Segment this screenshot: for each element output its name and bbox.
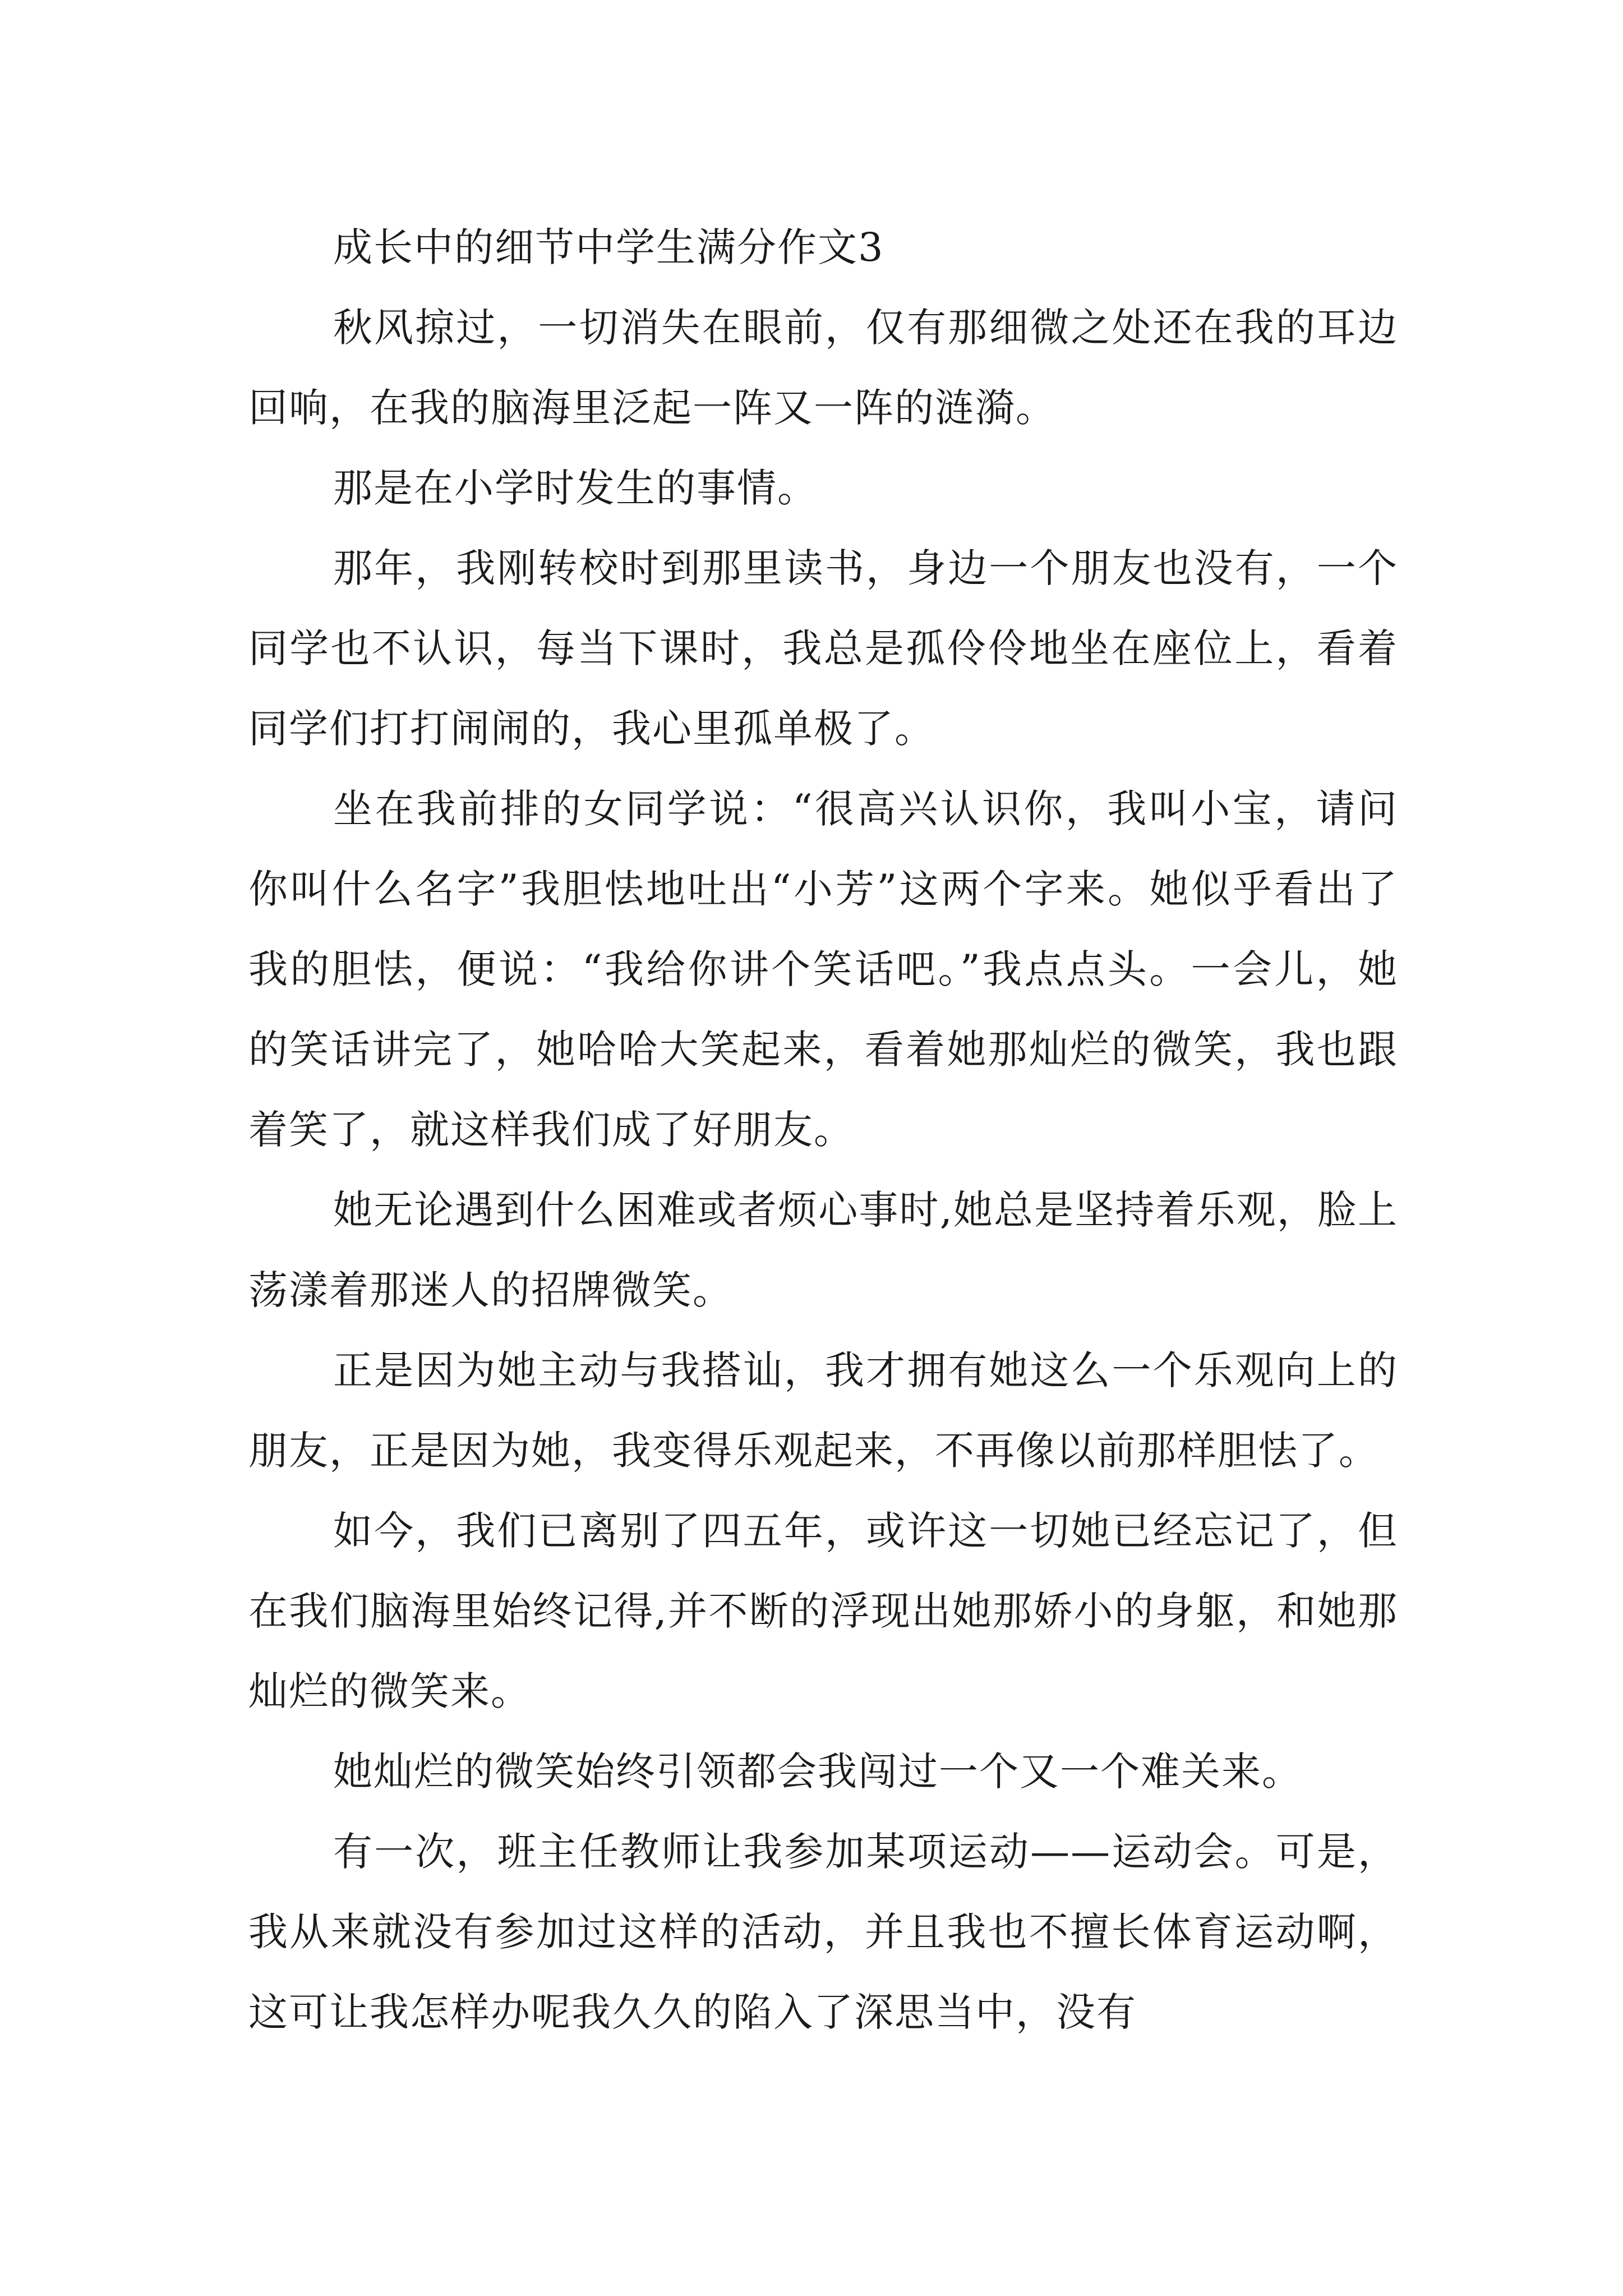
paragraph: 如今，我们已离别了四五年，或许这一切她已经忘记了，但在我们脑海里始终记得,并不断的浮现出她那娇小的身躯，和她那灿烂的微笑来。 bbox=[248, 1508, 1398, 1714]
paragraph: 正是因为她主动与我搭讪，我才拥有她这么一个乐观向上的朋友，正是因为她，我变得乐观起来，不再像以前那样胆怯了。 bbox=[248, 1347, 1398, 1474]
document-title: 成长中的细节中学生满分作文3 bbox=[333, 224, 884, 270]
paragraph: 有一次，班主任教师让我参加某项运动——运动会。可是，我从来就没有参加过这样的活动，并且我也不擅长体育运动啊，这可让我怎样办呢我久久的陷入了深思当中，没有 bbox=[248, 1829, 1398, 2035]
paragraph: 她灿烂的微笑始终引领都会我闯过一个又一个难关来。 bbox=[333, 1749, 1302, 1795]
paragraph: 她无论遇到什么困难或者烦心事时,她总是坚持着乐观，脸上荡漾着那迷人的招牌微笑。 bbox=[248, 1187, 1398, 1313]
document-body bbox=[248, 208, 1398, 2053]
paragraph: 坐在我前排的女同学说：“很高兴认识你，我叫小宝，请问你叫什么名字”我胆怯地吐出“小芳”这两个字来。她似乎看出了我的胆怯，便说：“我给你讲个笑话吧。”我点点头。一会儿，她的笑话讲完了，她哈哈大笑起来，看着她那灿烂的微笑，我也跟着笑了，就这样我们成了好朋友。 bbox=[248, 786, 1398, 1153]
paragraph: 那年，我刚转校时到那里读书，身边一个朋友也没有，一个同学也不认识，每当下课时，我总是孤伶伶地坐在座位上，看着同学们打打闹闹的，我心里孤单极了。 bbox=[248, 545, 1398, 752]
paragraph: 那是在小学时发生的事情。 bbox=[333, 465, 818, 511]
paragraph: 秋风掠过，一切消失在眼前，仅有那细微之处还在我的耳边回响，在我的脑海里泛起一阵又一阵的涟漪。 bbox=[248, 305, 1398, 431]
